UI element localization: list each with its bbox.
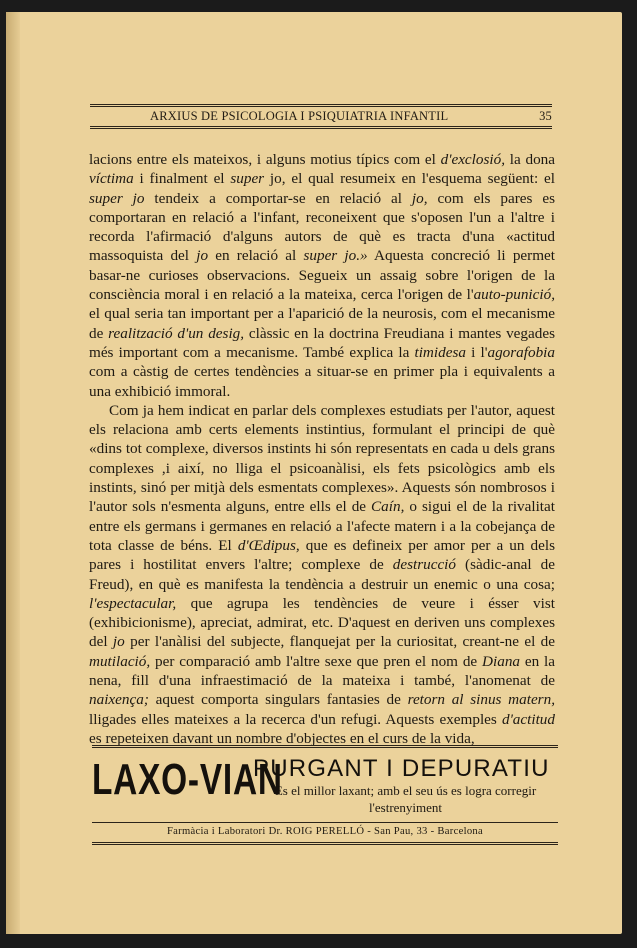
- article-body: [89, 150, 555, 748]
- emphasis-run: realització d'un desig,: [108, 324, 245, 342]
- page-number: 35: [539, 109, 552, 123]
- emphasis-run: Caín,: [371, 498, 405, 516]
- text-run: en relació al: [208, 247, 304, 265]
- text-run: per comparació amb l'altre sexe que pren el nom de: [150, 652, 483, 670]
- text-run: jo, el qual resumeix en l'esquema següent: el: [264, 170, 555, 188]
- emphasis-run: d'Œdipus,: [237, 536, 300, 554]
- text-run: lligades elles mateixes a la recerca d'un refugi. Aquests exemples: [89, 710, 502, 728]
- emphasis-run: retorn al sinus matern,: [407, 691, 555, 709]
- paragraph-2: [89, 401, 555, 748]
- emphasis-run: jo,: [411, 189, 428, 207]
- emphasis-run: auto-punició,: [473, 286, 555, 304]
- running-header: [90, 104, 552, 129]
- text-run: Aquesta concreció li permet basar-ne curioses observacions. Segueix un assaig sobre l'origen de la consciència moral i en relació a la mateixa, cerca l'origen de l': [89, 247, 555, 304]
- text-run: per l'anàlisi del subjecte, flanquejat per la curiositat, creant-ne el de: [124, 633, 555, 651]
- header-row: [90, 107, 552, 126]
- text-run: que es defineix per amor per a un dels pares i hostilitat envers l'altre; complexe de: [89, 536, 555, 574]
- emphasis-run: jo: [196, 247, 209, 265]
- advertisement: [92, 745, 558, 845]
- emphasis-run: d'exclosió,: [440, 151, 506, 168]
- ad-tagline: Es el millor laxant; amb el seu ús es logra corregir l'estrenyiment: [274, 783, 537, 815]
- emphasis-run: mutilació,: [89, 652, 151, 670]
- emphasis-run: super: [230, 170, 265, 188]
- text-run: i l': [465, 343, 488, 361]
- text-run: clàssic en la doctrina Freudiana i mantes vegades més important com a mecanisme. També explica la: [89, 324, 555, 361]
- ad-main: [92, 748, 558, 822]
- page-spine-shadow: [6, 12, 20, 934]
- text-run: en la nena, fill d'una infraestimació de la mateixa i també, l'anomenat de: [89, 652, 555, 690]
- text-run: lacions entre els mateixos, i alguns motius típics com el: [89, 151, 441, 168]
- ad-address: Farmàcia i Laboratori Dr. ROIG PERELLÓ - San Pau, 33 - Barcelona: [166, 826, 484, 837]
- text-run: Com ja hem indicat en parlar dels complexes estudiats per l'autor, aquest els relaciona amb certs elements instintius, formulant el principi de què «dins tot complexe, diversos instints hi són representats en cada u dels grans complexes ,i així, no lliga el psicoanàlisi, els fets psicològics amb els instints, sinó per mitjà dels esmentats complexes». Aquests són nombrosos i l'autor sols n'esmenta alguns, entre ells el de: [89, 401, 555, 516]
- header-bottom-rule: [90, 126, 552, 129]
- emphasis-run: Diana: [482, 652, 520, 670]
- text-run: tendeix a comportar-se en relació al: [144, 189, 412, 207]
- emphasis-run: l'espectacular,: [89, 594, 177, 612]
- emphasis-run: d'actitud: [501, 710, 555, 728]
- text-run: o sigui el de la rivalitat entre els germans i germanes en relació a l'afecte matern i a la cobejança de tota classe de béns. El: [89, 498, 555, 554]
- emphasis-run: naixença;: [89, 691, 149, 709]
- text-run: i finalment el: [133, 170, 231, 188]
- text-run: com els pares es comportaran en relació a l'infant, reconeixent que s'oposen l'un a l'altre i recorda l'afirmació d'alguns autors de què es tracta d'una «actitud massoquista del: [89, 189, 556, 265]
- emphasis-run: destrucció: [392, 556, 456, 574]
- emphasis-run: super jo.»: [303, 247, 368, 265]
- ad-headline: PURGANT I DEPURATIU: [253, 755, 550, 782]
- journal-title: ARXIUS DE PSICOLOGIA I PSIQUIATRIA INFANTIL: [150, 109, 449, 123]
- text-run: aquest comporta singulars fantasies de: [148, 691, 408, 709]
- text-run: (sàdic-anal de Freud), en què es manifesta la tendència a destruir un enemic o una cosa;: [89, 556, 555, 593]
- emphasis-run: jo: [112, 633, 125, 651]
- emphasis-run: víctima: [89, 170, 134, 188]
- emphasis-run: super jo: [89, 189, 145, 207]
- text-run: la dona: [505, 151, 555, 168]
- text-run: que agrupa les tendències de veure i ésser vist (exhibicionisme), apreciat, admirat, etc. D'aquest en deriven uns complexes del: [89, 594, 555, 651]
- text-run: com a càstig de certes tendències a situar-se en primer pla i equivalents a una exhibició immoral.: [89, 363, 555, 400]
- text-run: el qual seria tan important per a l'aparició de la neurosis, com el mecanisme de: [89, 305, 555, 342]
- ad-bottom-rule: [92, 842, 558, 845]
- ad-brand-logo: LAXO-VIAN: [92, 755, 283, 804]
- emphasis-run: agorafobia: [487, 343, 555, 361]
- text-run: es repeteixen davant un nombre d'objectes en el curs de la vida,: [89, 729, 475, 747]
- paragraph-1: [89, 150, 555, 401]
- emphasis-run: timidesa: [414, 343, 466, 361]
- ad-copy: [253, 756, 558, 816]
